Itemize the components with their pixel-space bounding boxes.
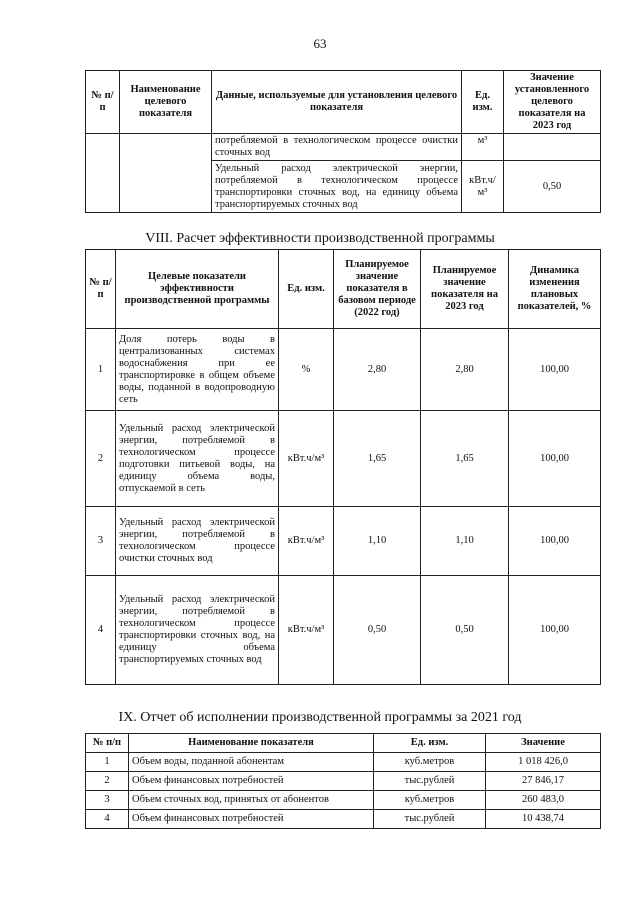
- cell-value: 10 438,74: [486, 810, 601, 829]
- cell-value: 1 018 426,0: [486, 753, 601, 772]
- cell-value: 0,50: [504, 161, 601, 213]
- cell-unit: кВт.ч/м³: [279, 576, 334, 685]
- cell-base: 1,10: [334, 507, 421, 576]
- cell-num: 1: [86, 329, 116, 411]
- cell-dynamic: 100,00: [509, 507, 601, 576]
- cell-num: 3: [86, 791, 129, 810]
- cell-data: потребляемой в технологическом процессе очистки сточных вод: [212, 134, 462, 161]
- cell-unit: куб.метров: [374, 791, 486, 810]
- cell-unit: тыс.рублей: [374, 810, 486, 829]
- table-row: [86, 507, 601, 576]
- cell-name: [120, 134, 212, 213]
- cell-base: 0,50: [334, 576, 421, 685]
- cell-num: 3: [86, 507, 116, 576]
- table-row: [86, 329, 601, 411]
- cell-name: Доля потерь воды в централизованных системах водоснабжения при ее транспортировке в общем объеме воды, поданной в водопроводную сеть: [116, 329, 279, 411]
- cell-name: Объем финансовых потребностей: [129, 810, 374, 829]
- section-9-title: IX. Отчет об исполнении производственной программы за 2021 год: [118, 710, 522, 725]
- cell-name: Удельный расход электрической энергии, потребляемой в технологическом процессе подготовки питьевой воды, на единицу объема воды, отпускаемой в сеть: [116, 411, 279, 507]
- cell-base: 1,65: [334, 411, 421, 507]
- table-row: [86, 810, 601, 829]
- cell-dynamic: 100,00: [509, 329, 601, 411]
- efficiency-table: [85, 249, 601, 685]
- header-plan: Планируемое значение показателя на 2023 год: [421, 250, 509, 329]
- cell-num: [86, 134, 120, 213]
- cell-plan: 1,65: [421, 411, 509, 507]
- cell-plan: 0,50: [421, 576, 509, 685]
- header-name: Целевые показатели эффективности производственной программы: [116, 250, 279, 329]
- cell-dynamic: 100,00: [509, 411, 601, 507]
- header-unit: Ед. изм.: [462, 71, 504, 134]
- cell-name: Объем воды, поданной абонентам: [129, 753, 374, 772]
- header-name: Наименование целевого показателя: [120, 71, 212, 134]
- cell-unit: %: [279, 329, 334, 411]
- cell-num: 2: [86, 411, 116, 507]
- header-base: Планируемое значение показателя в базовом периоде (2022 год): [334, 250, 421, 329]
- cell-name: Объем финансовых потребностей: [129, 772, 374, 791]
- cell-num: 4: [86, 576, 116, 685]
- cell-value: 260 483,0: [486, 791, 601, 810]
- header-num: № п/п: [86, 734, 129, 753]
- header-num: № п/п: [86, 250, 116, 329]
- cell-plan: 2,80: [421, 329, 509, 411]
- page-number: 63: [313, 36, 327, 51]
- report-table: [85, 733, 601, 829]
- header-value: Значение: [486, 734, 601, 753]
- cell-name: Удельный расход электрической энергии, потребляемой в технологическом процессе очистки сточных вод: [116, 507, 279, 576]
- cell-value: 27 846,17: [486, 772, 601, 791]
- cell-unit: кВт.ч/м³: [279, 411, 334, 507]
- cell-num: 2: [86, 772, 129, 791]
- table-row: [86, 772, 601, 791]
- cell-base: 2,80: [334, 329, 421, 411]
- cell-unit: тыс.рублей: [374, 772, 486, 791]
- cell-data: Удельный расход электрической энергии, потребляемой в технологическом процессе транспортировки сточных вод, на единицу объема транспортируемых сточных вод: [212, 161, 462, 213]
- cell-num: 4: [86, 810, 129, 829]
- header-value: Значение установленного целевого показателя на 2023 год: [504, 71, 601, 134]
- cell-name: Удельный расход электрической энергии, потребляемой в технологическом процессе транспортировки сточных вод, на единицу объема транспортируемых сточных вод: [116, 576, 279, 685]
- cell-dynamic: 100,00: [509, 576, 601, 685]
- cell-plan: 1,10: [421, 507, 509, 576]
- header-num: № п/п: [86, 71, 120, 134]
- cell-unit: м³: [462, 134, 504, 161]
- header-unit: Ед. изм.: [374, 734, 486, 753]
- target-indicators-table: [85, 70, 601, 213]
- header-dynamic: Динамика изменения плановых показателей, %: [509, 250, 601, 329]
- cell-unit: кВт.ч/м³: [279, 507, 334, 576]
- table-row: [86, 134, 601, 161]
- header-unit: Ед. изм.: [279, 250, 334, 329]
- header-name: Наименование показателя: [129, 734, 374, 753]
- table-row: [86, 576, 601, 685]
- cell-value: [504, 134, 601, 161]
- table-row: [86, 411, 601, 507]
- table-row: [86, 753, 601, 772]
- cell-unit: кВт.ч/м³: [462, 161, 504, 213]
- cell-unit: куб.метров: [374, 753, 486, 772]
- section-8-title: VIII. Расчет эффективности производственной программы: [145, 231, 495, 246]
- cell-num: 1: [86, 753, 129, 772]
- cell-name: Объем сточных вод, принятых от абонентов: [129, 791, 374, 810]
- table-row: [86, 791, 601, 810]
- header-data: Данные, используемые для установления целевого показателя: [212, 71, 462, 134]
